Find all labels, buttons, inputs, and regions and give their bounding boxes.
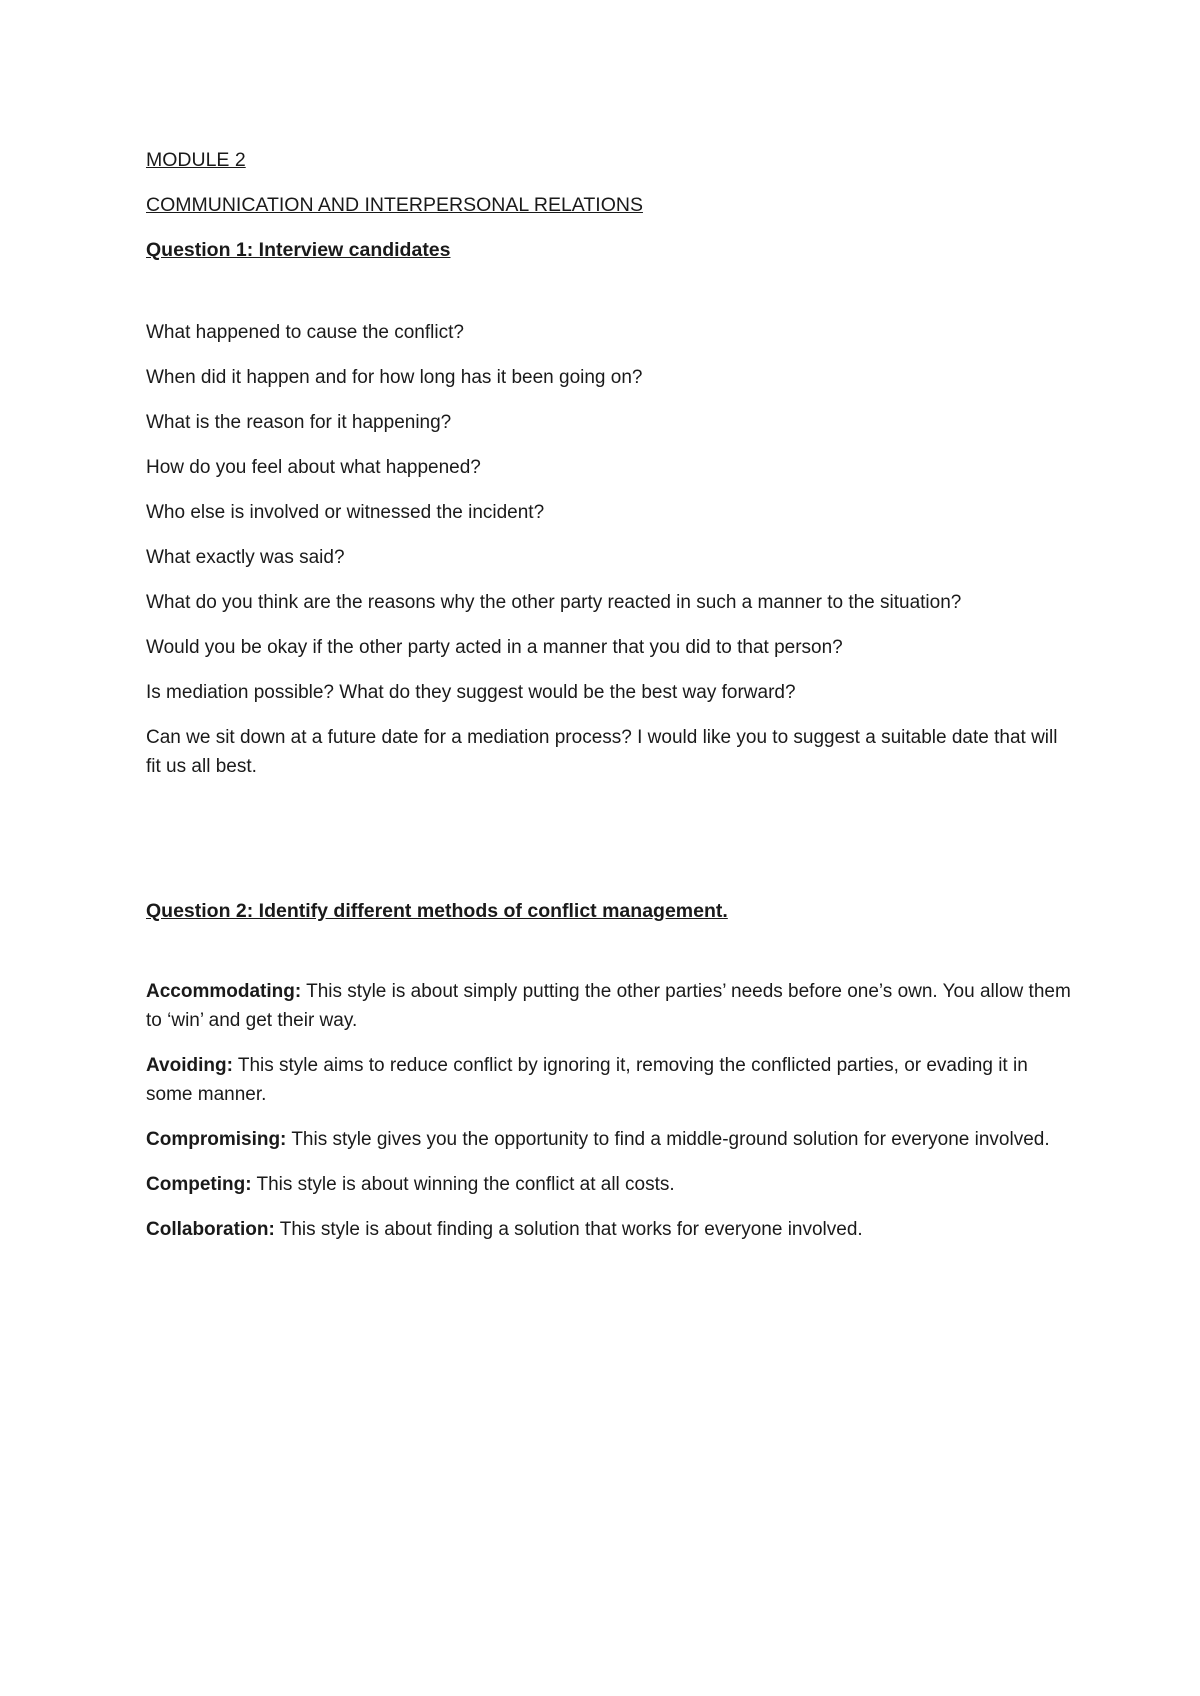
interview-questions bbox=[146, 318, 1076, 781]
module-title: MODULE 2 bbox=[146, 149, 246, 171]
method-description: This style is about finding a solution that works for everyone involved. bbox=[274, 1219, 863, 1240]
method-term: Compromising: bbox=[146, 1129, 287, 1150]
method-term: Competing: bbox=[146, 1174, 252, 1195]
interview-question: Would you be okay if the other party acted in a manner that you did to that person? bbox=[146, 637, 843, 658]
method-item bbox=[146, 1215, 1076, 1244]
method-item bbox=[146, 977, 1076, 1035]
interview-question: How do you feel about what happened? bbox=[146, 457, 481, 478]
section-spacer bbox=[146, 797, 1076, 897]
interview-question: What exactly was said? bbox=[146, 547, 345, 568]
method-item bbox=[146, 1051, 1076, 1109]
interview-question: Who else is involved or witnessed the incident? bbox=[146, 502, 545, 523]
method-item bbox=[146, 1125, 1076, 1154]
method-item bbox=[146, 1170, 1076, 1199]
document-page bbox=[146, 146, 1076, 1260]
interview-question: What is the reason for it happening? bbox=[146, 412, 452, 433]
method-description: This style is about winning the conflict at all costs. bbox=[251, 1174, 675, 1195]
method-description: This style is about simply putting the other parties’ needs before one’s own. You allow them to ‘win’ and get their way. bbox=[146, 981, 1071, 1031]
method-description: This style aims to reduce conflict by ignoring it, removing the conflicted parties, or evading it in some manner. bbox=[146, 1055, 1028, 1105]
conflict-methods bbox=[146, 977, 1076, 1244]
method-term: Accommodating: bbox=[146, 981, 302, 1002]
method-description: This style gives you the opportunity to find a middle-ground solution for everyone involved. bbox=[286, 1129, 1050, 1150]
interview-question: When did it happen and for how long has it been going on? bbox=[146, 367, 643, 388]
interview-question: Can we sit down at a future date for a mediation process? I would like you to suggest a suitable date that will fit us all best. bbox=[146, 727, 1058, 777]
method-term: Collaboration: bbox=[146, 1219, 275, 1240]
question-1-heading: Question 1: Interview candidates bbox=[146, 239, 451, 261]
interview-question: What do you think are the reasons why the other party reacted in such a manner to the situation? bbox=[146, 592, 962, 613]
question-2-heading: Question 2: Identify different methods of conflict management. bbox=[146, 900, 728, 922]
course-title: COMMUNICATION AND INTERPERSONAL RELATIONS bbox=[146, 194, 643, 216]
method-term: Avoiding: bbox=[146, 1055, 233, 1076]
interview-question: What happened to cause the conflict? bbox=[146, 322, 464, 343]
interview-question: Is mediation possible? What do they suggest would be the best way forward? bbox=[146, 682, 796, 703]
